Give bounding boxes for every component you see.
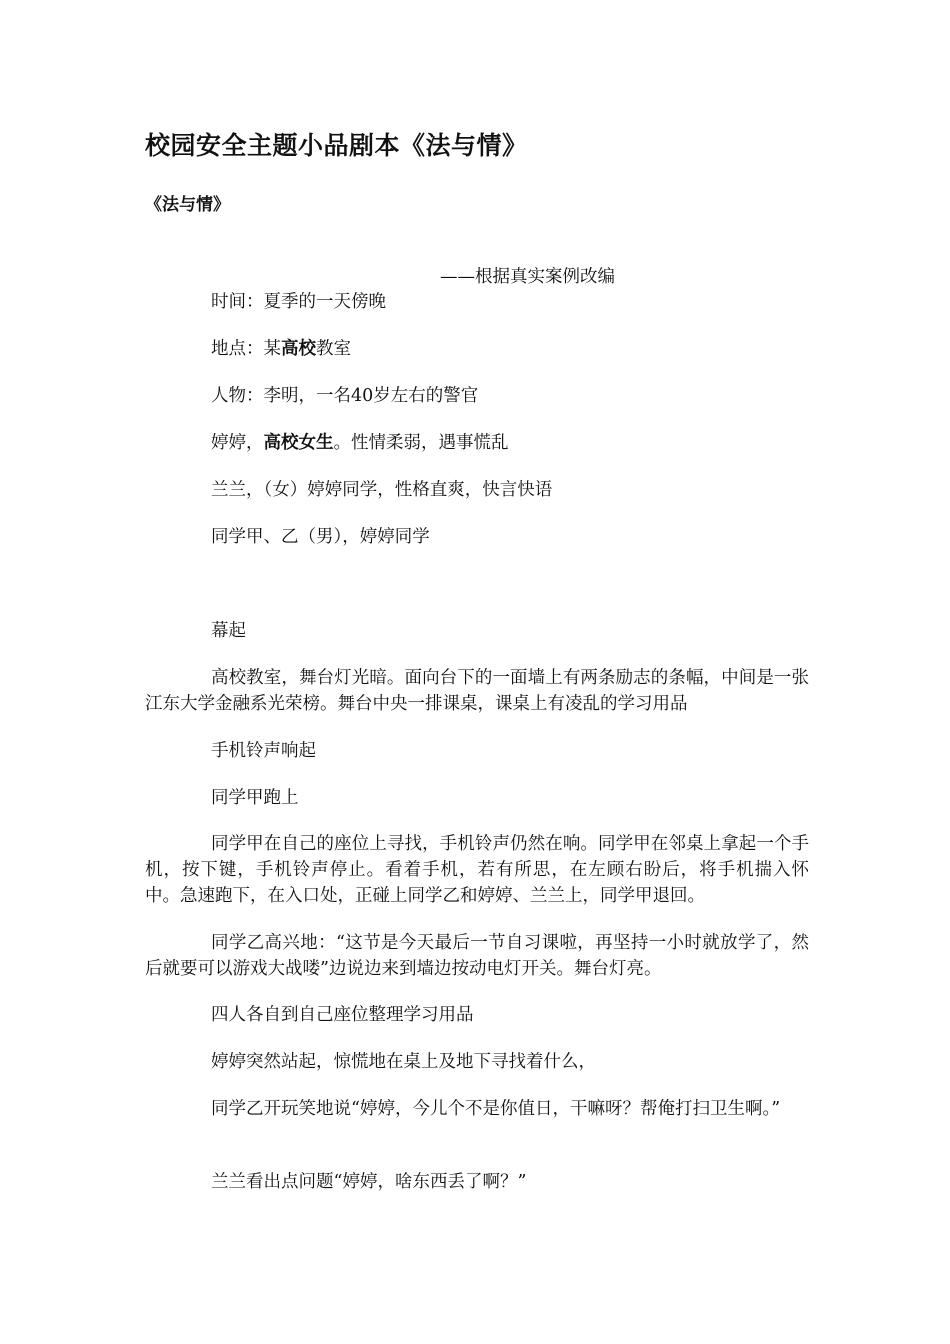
document-title: 校园安全主题小品剧本《法与情》 xyxy=(145,131,528,160)
paragraph: 同学甲跑上 xyxy=(211,788,299,808)
place-suffix: 教室 xyxy=(316,339,351,359)
time-line: 时间：夏季的一天傍晚 xyxy=(211,292,386,312)
paragraph: 兰兰看出点问题“婷婷，啥东西丢了啊？” xyxy=(211,1172,527,1192)
character-lanlan: 兰兰，（女）婷婷同学，性格直爽，快言快语 xyxy=(211,480,553,500)
paragraph: 四人各自到自己座位整理学习用品 xyxy=(211,1005,474,1025)
place-prefix: 地点：某 xyxy=(211,339,281,359)
paragraph: 手机铃声响起 xyxy=(211,741,316,761)
character-classmates: 同学甲、乙（男），婷婷同学 xyxy=(211,527,430,547)
tingting-suffix: 。性情柔弱，遇事慌乱 xyxy=(333,433,509,453)
document-subtitle: 《法与情》 xyxy=(145,195,230,215)
place-line xyxy=(211,336,351,362)
source-note: ——根据真实案例改编 xyxy=(440,267,615,287)
paragraph: 婷婷突然站起，惊慌地在桌上及地下寻找着什么， xyxy=(211,1052,596,1072)
tingting-bold: 高校女生 xyxy=(263,433,334,453)
curtain-line: 幕起 xyxy=(211,621,246,641)
paragraph: 高校教室，舞台灯光暗。面向台下的一面墙上有两条励志的条幅，中间是一张江东大学金融系光荣榜。舞台中央一排课桌，课桌上有凌乱的学习用品 xyxy=(145,668,809,714)
character-liming: 人物：李明，一名40岁左右的警官 xyxy=(211,386,479,406)
character-tingting xyxy=(211,430,509,456)
paragraph: 同学乙高兴地：“这节是今天最后一节自习课啦，再坚持一小时就放学了，然后就要可以游戏大战喽”边说边来到墙边按动电灯开关。舞台灯亮。 xyxy=(145,933,809,979)
paragraph: 同学甲在自己的座位上寻找，手机铃声仍然在响。同学甲在邻桌上拿起一个手机，按下键，手机铃声停止。看着手机，若有所思，在左顾右盼后，将手机揣入怀中。急速跑下，在入口处，正碰上同学乙和婷婷、兰兰上，同学甲退回。 xyxy=(145,834,809,906)
paragraph: 同学乙开玩笑地说“婷婷，今儿个不是你值日，干嘛呀？帮俺打扫卫生啊。” xyxy=(211,1099,781,1119)
tingting-prefix: 婷婷， xyxy=(211,433,264,453)
place-bold: 高校 xyxy=(281,339,316,359)
